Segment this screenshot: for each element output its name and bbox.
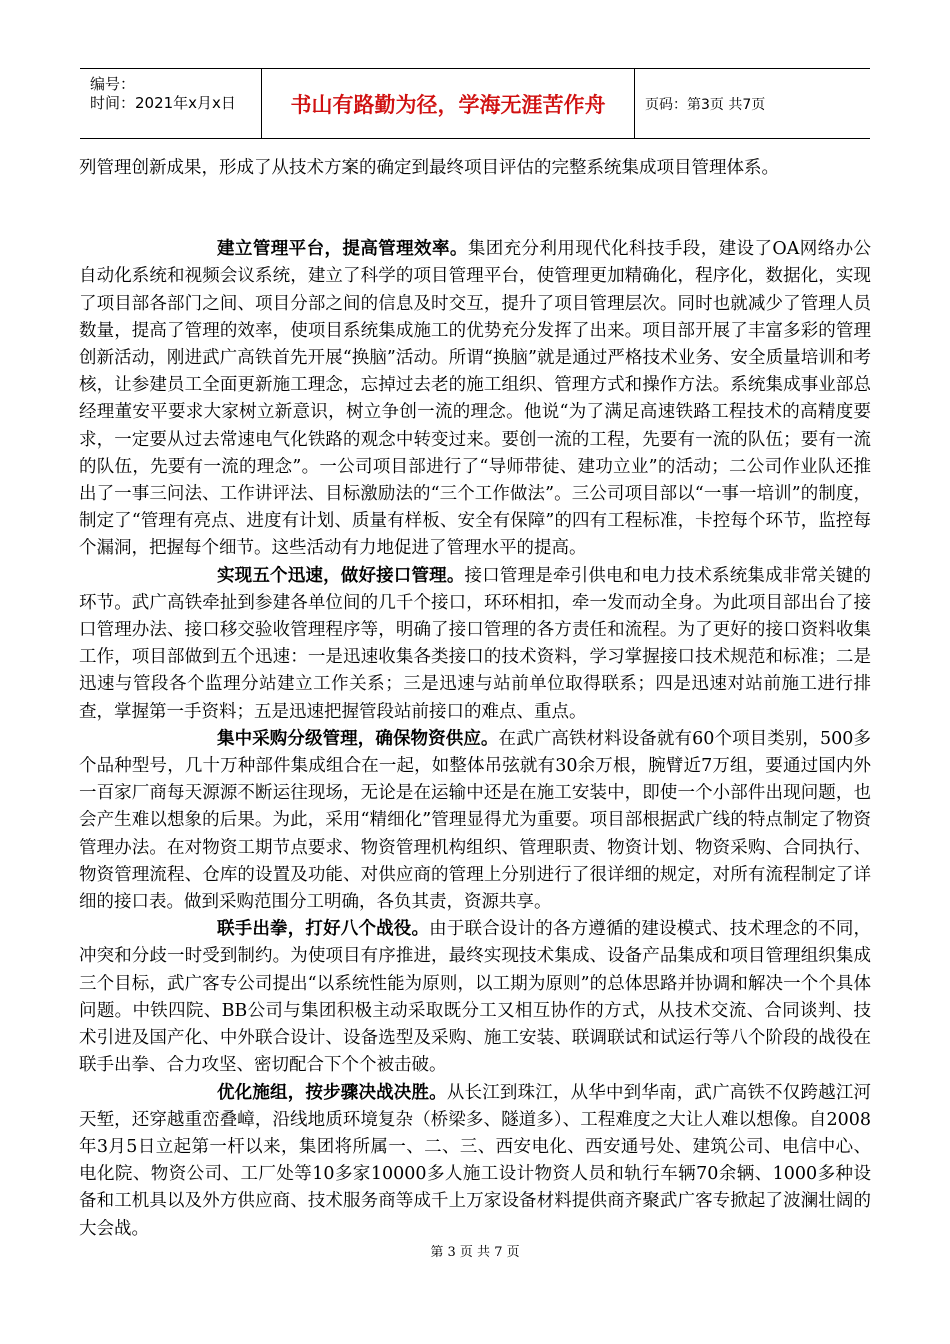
page-header <box>80 68 870 139</box>
paragraph-management-platform <box>79 236 871 562</box>
paragraph-text: 接口管理是牵引供电和电力技术系统集成非常关键的环节。武广高铁牵扯到参建各单位间的几千个接口，环环相扣，牵一发而动全身。为此项目部出台了接口管理办法、接口移交验收管理程序等，明确了接口管理的各方责任和流程。为了更好的接口资料收集工作，项目部做到五个迅速：一是迅速收集各类接口的技术资料，学习掌握接口技术规范和标准；二是迅速与管段各个监理分站建立工作关系；三是迅速与站前单位取得联系；四是迅速对站前施工进行排查，掌握第一手资料；五是迅速把握管段站前接口的难点、重点。 <box>79 565 872 722</box>
header-number-label: 编号： <box>90 75 136 93</box>
intro-paragraph: 列管理创新成果，形成了从技术方案的确定到最终项目评估的完整系统集成项目管理体系。 <box>79 158 779 178</box>
paragraph-heading: 建立管理平台，提高管理效率。 <box>217 239 468 260</box>
header-meta <box>80 69 262 138</box>
paragraph-heading: 集中采购分级管理，确保物资供应。 <box>217 728 499 749</box>
paragraph-optimize-construction <box>79 1080 871 1243</box>
paragraph-heading: 优化施组，按步骤决战决胜。 <box>217 1082 447 1103</box>
header-page-info: 页码：第3页 共7页 <box>645 96 766 113</box>
document-body <box>79 155 871 1243</box>
header-motto: 书山有路勤为径，学海无涯苦作舟 <box>262 69 635 138</box>
paragraph-heading: 联手出拳，打好八个战役。 <box>217 919 430 940</box>
paragraph-heading: 实现五个迅速，做好接口管理。 <box>217 565 465 586</box>
paragraph-text: 集团充分利用现代化科技手段，建设了OA网络办公自动化系统和视频会议系统，建立了科学的项目管理平台，使管理更加精确化，程序化，数据化，实现了项目部各部门之间、项目分部之间的信息及时交互，提升了项目管理层次。同时也就减少了管理人员数量，提高了管理的效率，使项目系统集成施工的优势充分发挥了出来。项目部开展了丰富多彩的管理创新活动，刚进武广高铁首先开展“换脑”活动。所谓“换脑”就是通过严格技术业务、安全质量培训和考核，让参建员工全面更新施工理念，忘掉过去老的施工组织、管理方式和操作方法。系统集成事业部总经理董安平要求大家树立新意识，树立争创一流的理念。他说“为了满足高速铁路工程技术的高精度要求，一定要从过去常速电气化铁路的观念中转变过来。要创一流的工程，先要有一流的队伍；要有一流的队伍，先要有一流的理念”。一公司项目部进行了“导师带徒、建功立业”的活动；二公司作业队还推出了一事三问法、工作讲评法、目标激励法的“三个工作做法”。三公司项目部以“一事一培训”的制度，制定了“管理有亮点、进度有计划、质量有样板、安全有保障”的四有工程标准，卡控每个环节，监控每个漏洞，把握每个细节。这些活动有力地促进了管理水平的提高。 <box>79 239 872 559</box>
paragraph-text: 由于联合设计的各方遵循的建设模式、技术理念的不同，冲突和分歧一时受到制约。为使项目有序推进，最终实现技术集成、设备产品集成和项目管理组织集成三个目标，武广客专公司提出“以系统性能为原则，以工期为原则”的总体思路并协调和解决一个个具体问题。中铁四院、BB公司与集团积极主动采取既分工又相互协作的方式，从技术交流、合同谈判、技术引进及国产化、中外联合设计、设备选型及采购、施工安装、联调联试和试运行等八个阶段的战役在联手出拳、合力攻坚、密切配合下个个被击破。 <box>79 919 872 1076</box>
paragraph-procurement <box>79 726 871 916</box>
paragraph-text: 在武广高铁材料设备就有60个项目类别，500多个品种型号，几十万种部件集成组合在一起，如整体吊弦就有30余万根，腕臂近7万组，要通过国内外一百家厂商每天源源不断运往现场，无论是在运输中还是在施工安装中，即使一个小部件出现问题，也会产生难以想象的后果。为此，采用“精细化”管理显得尤为重要。项目部根据武广线的特点制定了物资管理办法。在对物资工期节点要求、物资管理机构组织、管理职责、物资计划、物资采购、合同执行、物资管理流程、仓库的设置及功能、对供应商的管理上分别进行了很详细的规定，对所有流程制定了详细的接口表。做到采购范围分工明确，各负其责，资源共享。 <box>79 728 872 913</box>
paragraph-text: 从长江到珠江，从华中到华南，武广高铁不仅跨越江河天堑，还穿越重峦叠嶂，沿线地质环境复杂（桥梁多、隧道多）、工程难度之大让人难以想像。自2008年3月5日立起第一杆以来，集团将所属一、二、三、西安电化、西安通号处、建筑公司、电信中心、电化院、物资公司、工厂处等10多家10000多人施工设计物资人员和轨行车辆70余辆、1000多种设备和工机具以及外方供应商、技术服务商等成千上万家设备材料提供商齐聚武广客专掀起了波澜壮阔的大会战。 <box>79 1082 872 1239</box>
header-time-label: 时间：2021年x月x日 <box>90 94 236 112</box>
page-footer: 第 3 页 共 7 页 <box>430 1245 520 1260</box>
paragraph-eight-campaigns <box>79 916 871 1079</box>
paragraph-interface-management <box>79 563 871 726</box>
